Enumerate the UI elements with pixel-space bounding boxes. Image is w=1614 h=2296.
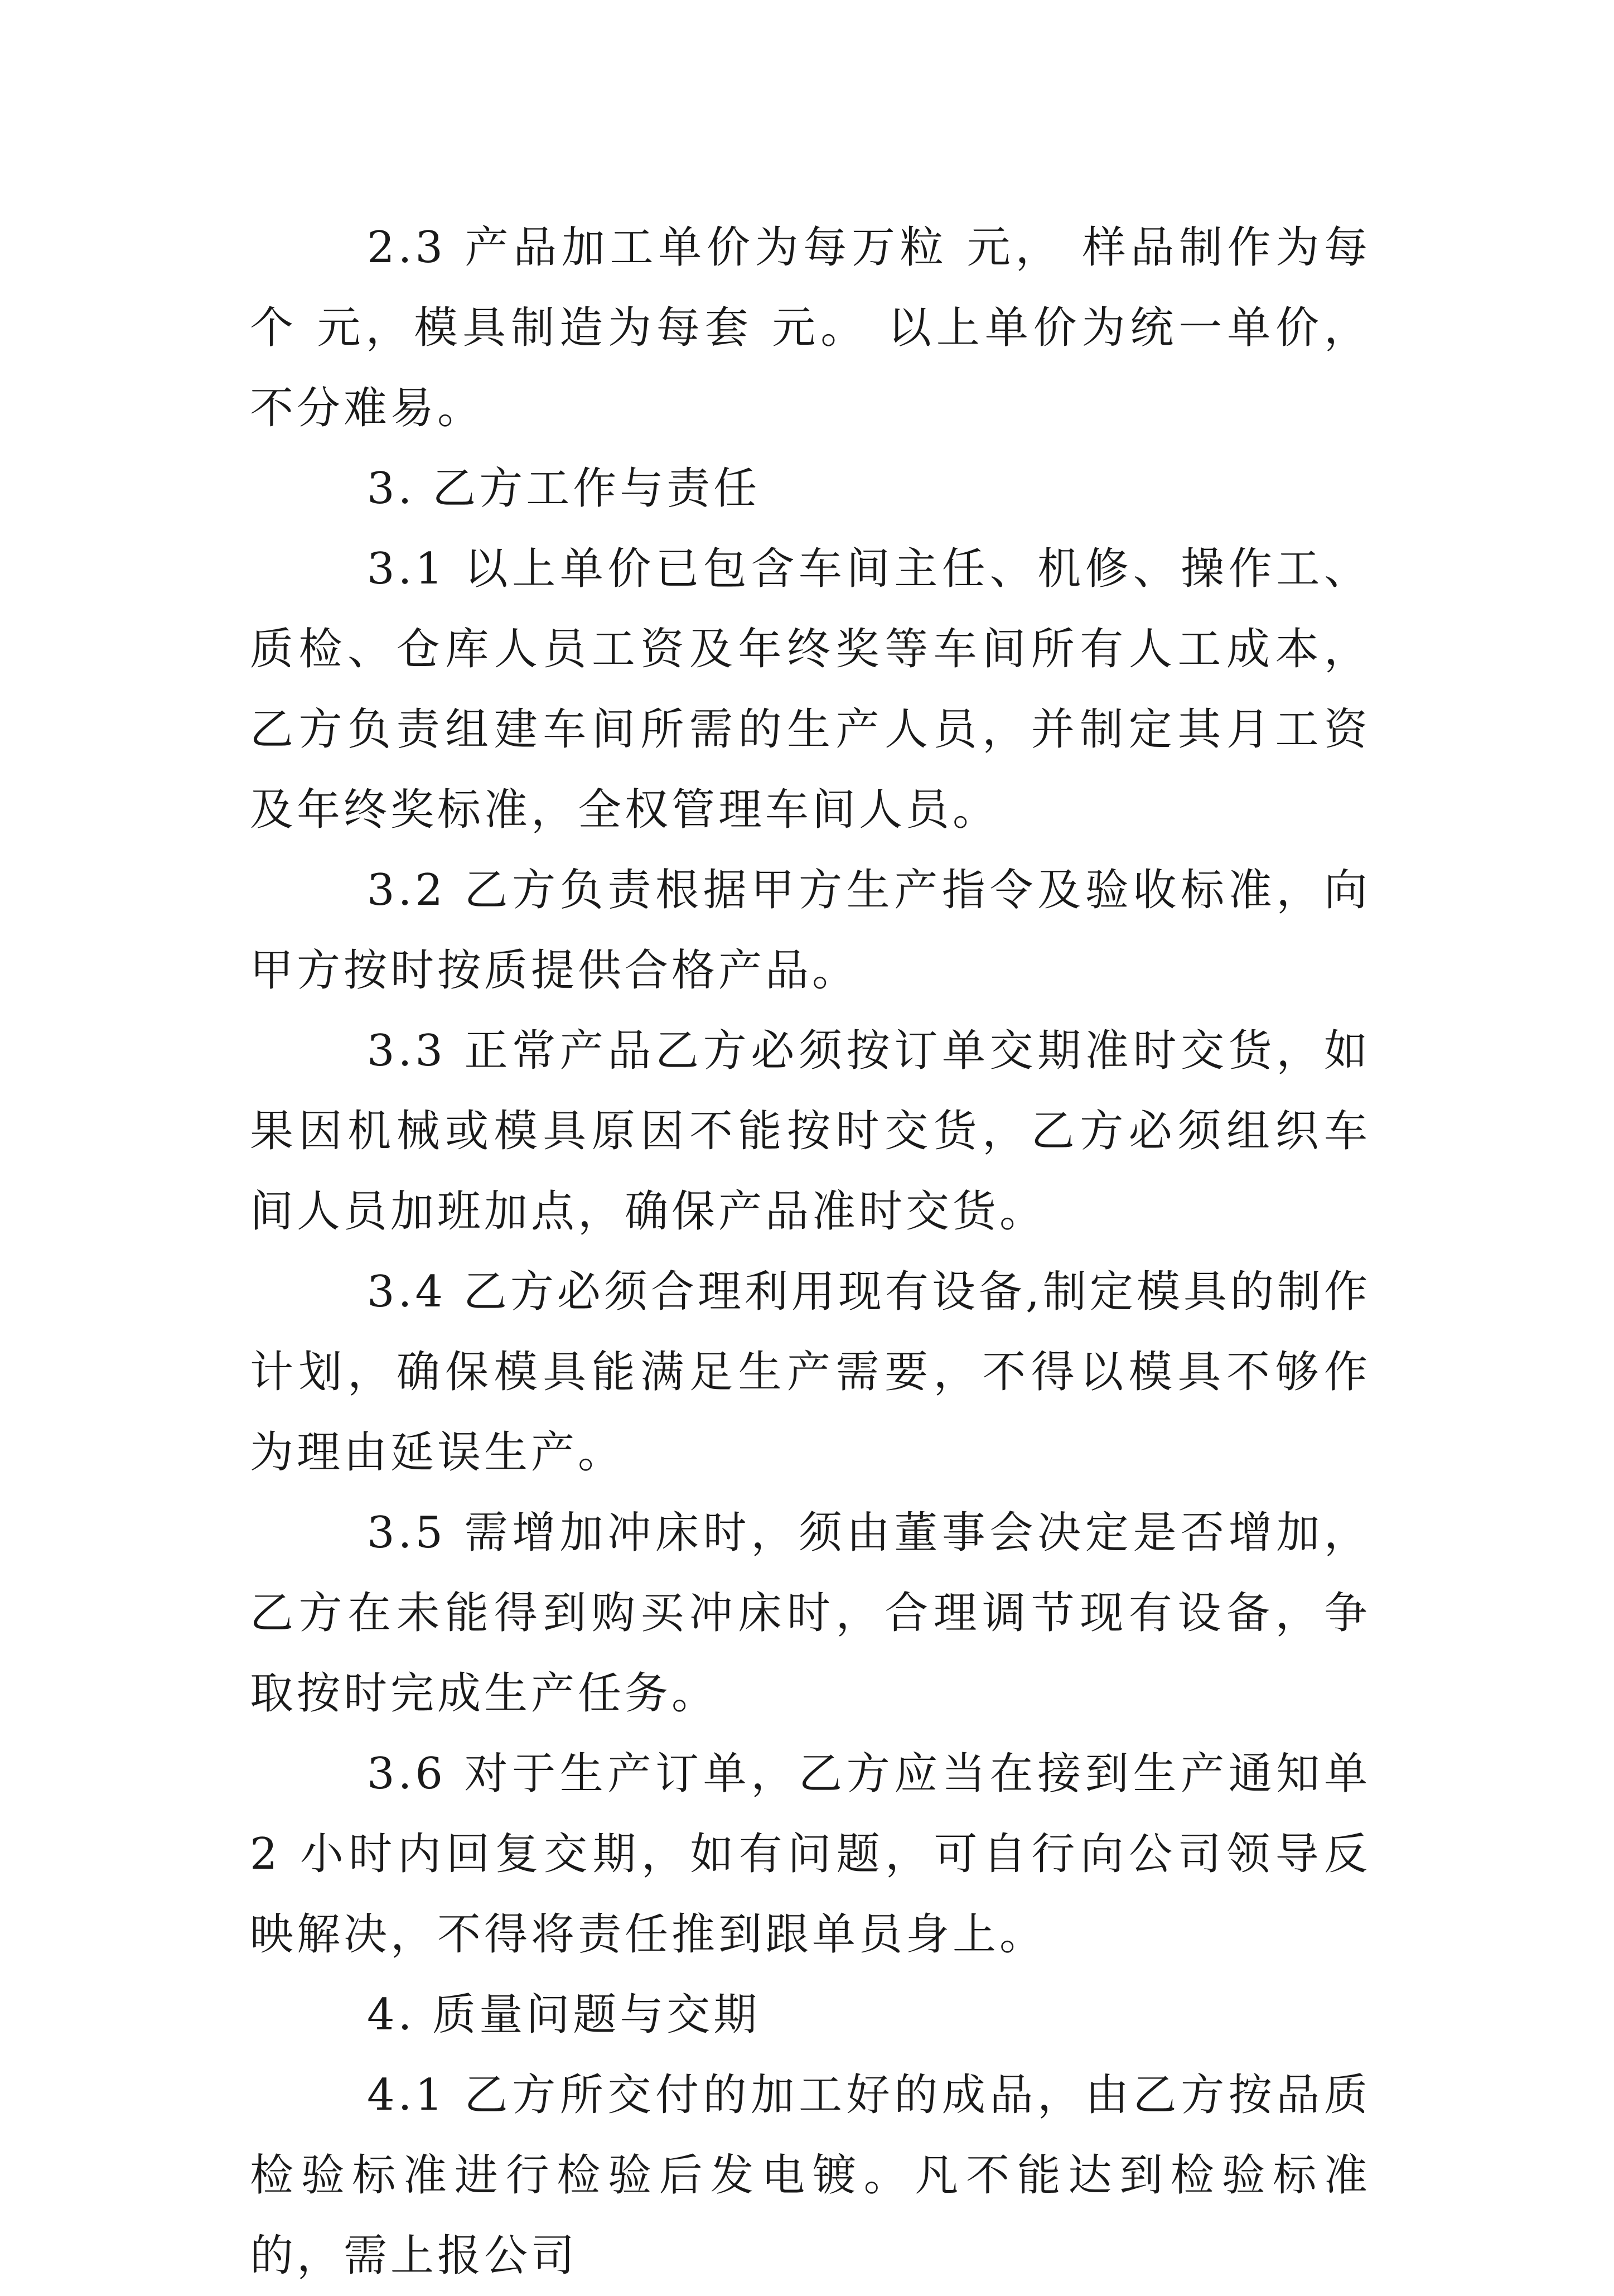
paragraph-3-1: 3.1 以上单价已包含车间主任、机修、操作工、质检、仓库人员工资及年终奖等车间所有人工成本，乙方负责组建车间所需的生产人员，并制定其月工资及年终奖标准，全权管理车间人员。 [250, 544, 1371, 835]
paragraph-3-5: 3.5 需增加冲床时，须由董事会决定是否增加，乙方在未能得到购买冲床时，合理调节现有设备，争取按时完成生产任务。 [250, 1508, 1371, 1719]
document-body [250, 208, 1388, 2296]
paragraph-2-3-unit-price: 2.3 产品加工单价为每万粒 元， 样品制作为每个 元，模具制造为每套 元。 以上单价为统一单价，不分难易。 [250, 223, 1371, 433]
heading-4-quality-and-delivery: 4. 质量问题与交期 [367, 1990, 761, 2040]
paragraph-3-2: 3.2 乙方负责根据甲方生产指令及验收标准，向甲方按时按质提供合格产品。 [250, 865, 1371, 996]
paragraph-3-6: 3.6 对于生产订单，乙方应当在接到生产通知单 2 小时内回复交期，如有问题，可自行向公司领导反映解决，不得将责任推到跟单员身上。 [250, 1749, 1388, 1960]
heading-3-party-b-duties: 3. 乙方工作与责任 [367, 464, 761, 514]
paragraph-3-4: 3.4 乙方必须合理利用现有设备,制定模具的制作计划，确保模具能满足生产需要，不得以模具不够作为理由延误生产。 [250, 1267, 1371, 1478]
paragraph-3-3: 3.3 正常产品乙方必须按订单交期准时交货，如果因机械或模具原因不能按时交货，乙方必须组织车间人员加班加点，确保产品准时交货。 [250, 1026, 1371, 1237]
paragraph-4-1: 4.1 乙方所交付的加工好的成品，由乙方按品质检验标准进行检验后发电镀。凡不能达到检验标准的，需上报公司 [250, 2070, 1371, 2281]
